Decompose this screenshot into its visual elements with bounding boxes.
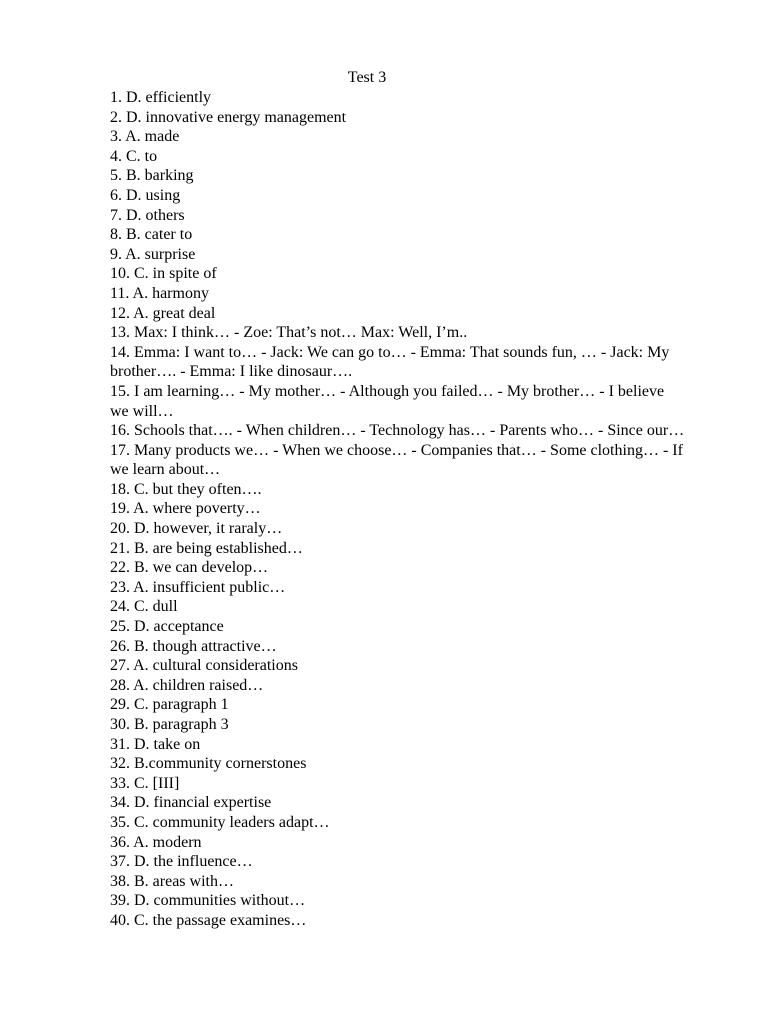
answer-item: 24. C. dull (110, 598, 178, 616)
answer-item: 20. D. however, it raraly… (110, 520, 283, 538)
answer-item: 9. A. surprise (110, 245, 196, 263)
answer-item: 26. B. though attractive… (110, 637, 277, 655)
answer-item: 21. B. are being established… (110, 539, 303, 557)
answer-item: 3. A. made (110, 128, 180, 146)
answer-item: 17. Many products we… - When we choose… - Companies that… - Some clothing… - If we learn about… (110, 441, 683, 479)
answer-item: 37. D. the influence… (110, 853, 253, 871)
answer-item: 33. C. [III] (110, 774, 180, 792)
answer-item: 35. C. community leaders adapt… (110, 813, 330, 831)
answer-item: 10. C. in spite of (110, 265, 217, 283)
answer-item: 16. Schools that…. - When children… - Technology has… - Parents who… - Since our… (110, 422, 685, 440)
answer-item: 27. A. cultural considerations (110, 657, 298, 675)
answer-item: 28. A. children raised… (110, 676, 264, 694)
answer-item: 22. B. we can develop… (110, 559, 269, 577)
answer-item: 18. C. but they often…. (110, 480, 262, 498)
answer-item: 32. B.community cornerstones (110, 755, 307, 773)
answer-item: 29. C. paragraph 1 (110, 696, 229, 714)
answer-item: 31. D. take on (110, 735, 201, 753)
answer-item: 14. Emma: I want to… - Jack: We can go to… - Emma: That sounds fun, … - Jack: My brother…. - Emma: I like dinosaur…. (110, 343, 670, 381)
answer-item: 6. D. using (110, 186, 181, 204)
answer-item: 7. D. others (110, 206, 185, 224)
answer-list (110, 88, 685, 931)
answer-item: 2. D. innovative energy management (110, 108, 347, 126)
answer-item: 19. A. where poverty… (110, 500, 261, 518)
answer-item: 12. A. great deal (110, 304, 216, 322)
answer-item: 8. B. cater to (110, 226, 193, 244)
answer-item: 1. D. efficiently (110, 89, 212, 106)
answer-item: 15. I am learning… - My mother… - Although you failed… - My brother… - I believe we will… (110, 382, 665, 420)
answer-item: 11. A. harmony (110, 284, 209, 302)
answer-item: 25. D. acceptance (110, 618, 224, 636)
answer-item: 4. C. to (110, 147, 158, 165)
document-title: Test 3 (347, 69, 387, 86)
answer-item: 5. B. barking (110, 167, 194, 185)
answer-item: 39. D. communities without… (110, 892, 306, 910)
answer-item: 13. Max: I think… - Zoe: That’s not… Max: Well, I’m.. (110, 324, 468, 342)
answer-item: 36. A. modern (110, 833, 202, 851)
answer-item: 38. B. areas with… (110, 872, 234, 890)
answer-item: 40. C. the passage examines… (110, 911, 307, 929)
answer-item: 34. D. financial expertise (110, 794, 272, 812)
answer-item: 23. A. insufficient public… (110, 578, 286, 596)
answer-item: 30. B. paragraph 3 (110, 716, 229, 733)
